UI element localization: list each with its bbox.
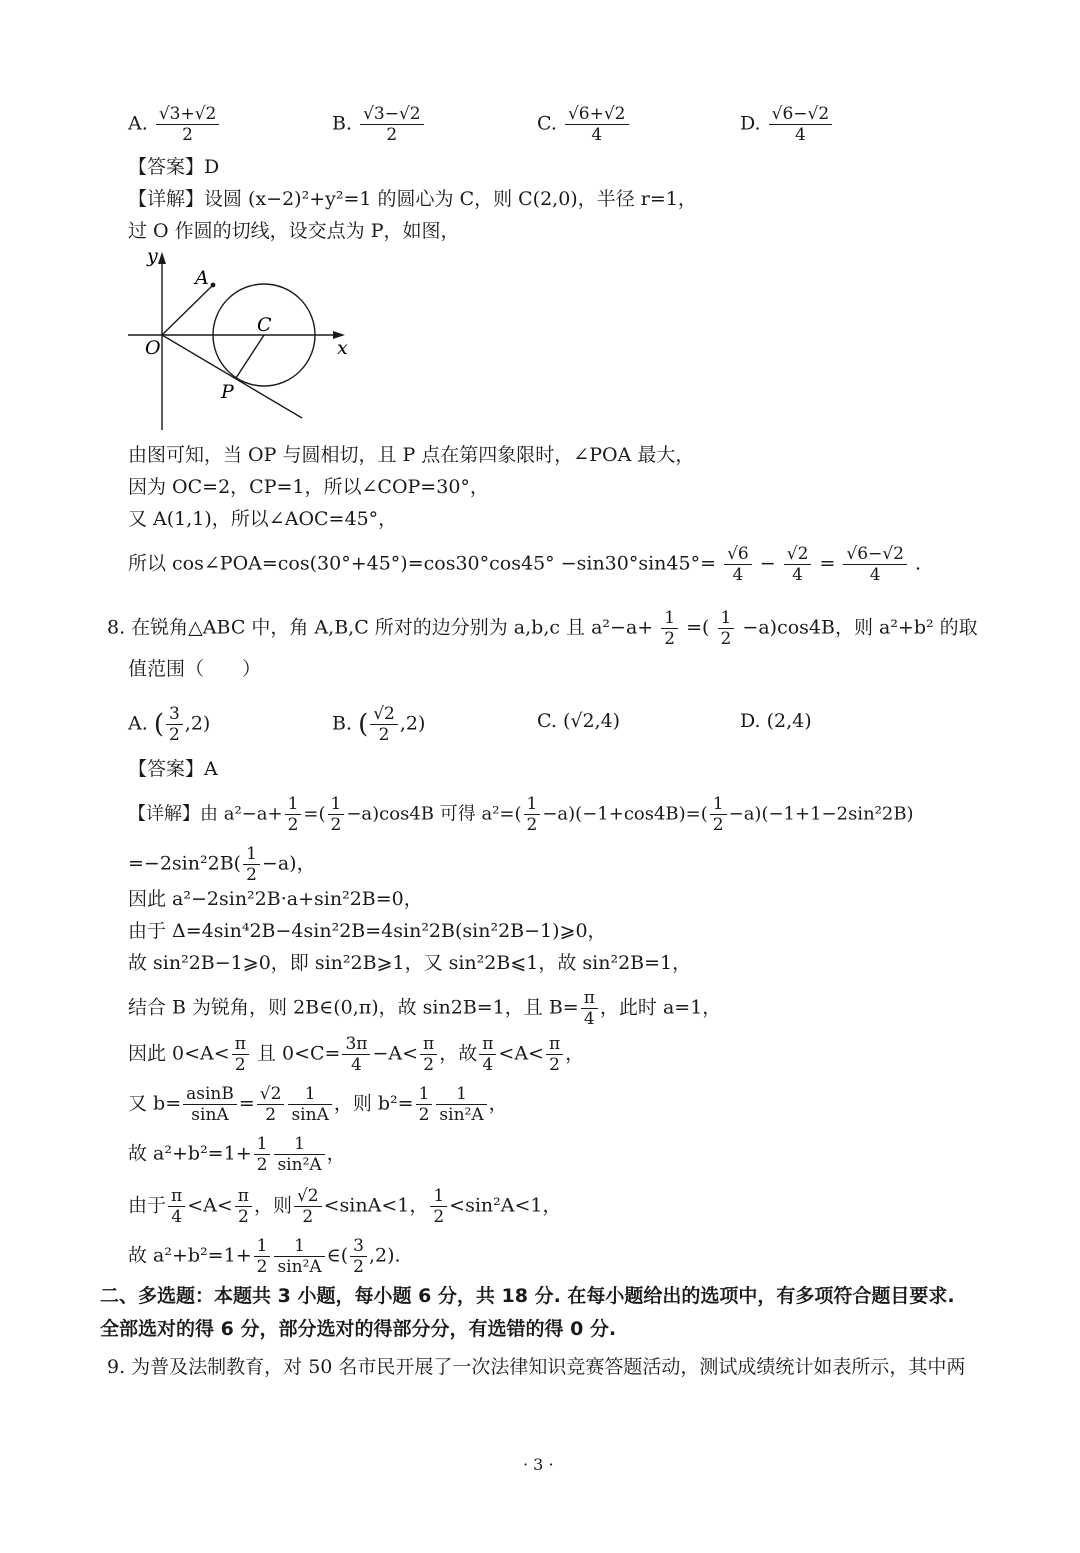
label-y: y — [147, 248, 158, 267]
q7-detail-line-5: 又 A(1,1)，所以∠AOC=45°， — [128, 508, 398, 530]
label-o: O — [145, 337, 161, 359]
q8-detail-line-8: 又 b= $\frac{asinB}{\sin A}$ = $\frac{√2}{2}$ $\frac{1}{\sin A}$ ，则 b²= $\frac{1}{2}$ $\frac{1}{\text{sin²A}}$ ， — [128, 1084, 508, 1125]
y-axis-arrow — [158, 252, 166, 264]
label-c: C — [257, 314, 272, 336]
q8-detail-line-3: 因此 a²−2sin²2B·a+sin²2B=0， — [128, 888, 423, 910]
q7-option-d: D. $\frac{√6-√2}{4}$ — [740, 104, 834, 145]
q7-detail-line-2: 过 O 作圆的切线，设交点为 P，如图， — [128, 220, 460, 242]
q8-answer: 【答案】A — [128, 758, 218, 780]
q8-detail-line-2: =−2sin²2B( $\frac{1}{2}$ −a)， — [128, 844, 316, 885]
q8-stem-line-2: 值范围（ ） — [128, 658, 262, 680]
segment-cp — [236, 335, 264, 378]
q7-detail-line-6: 所以 cos∠POA=cos(30°+45°)=cos30°cos45° −sin30°sin45°= $\frac{√6}{4}$ − $\frac{√2}{4}$ = $\frac{√6-√2}{4}$ . — [128, 544, 922, 585]
q8-option-a: A. ( $\frac{3}{2}$ ,2) — [128, 704, 211, 745]
q7-option-b: B. $\frac{√3-√2}{2}$ — [332, 104, 426, 145]
q8-detail-line-4: 由于 Δ=4sin⁴2B−4sin²2B=4sin²2B(sin²2B−1)⩾0， — [128, 920, 607, 942]
q8-stem-line-1: 8. 在锐角△ABC 中，角 A,B,C 所对的边分别为 a,b,c 且 a²−a+ $\frac{1}{2}$ =( $\frac{1}{2}$ −a)cos4B，则 a²+b² 的取 — [107, 608, 978, 649]
q8-detail-line-1: 【详解】由 a²−a+ $\frac{1}{2}$ =( $\frac{1}{2}$ −a)cos4B 可得 a²=( $\frac{1}{2}$ −a)(−1+cos4B)=( $\frac{1}{2}$ −a)(−1+1−2sin²2B) — [128, 794, 914, 835]
q8-option-d: D. (2,4) — [740, 710, 812, 732]
q7-option-c: C. $\frac{√6+√2}{4}$ — [537, 104, 631, 145]
q8-detail-line-5: 故 sin²2B−1⩾0，即 sin²2B⩾1，又 sin²2B⩽1，故 sin²2B=1， — [128, 952, 692, 974]
q7-detail-line-3: 由图可知，当 OP 与圆相切，且 P 点在第四象限时，∠POA 最大， — [128, 444, 695, 466]
q7-answer: 【答案】D — [128, 156, 220, 178]
q8-detail-line-6: 结合 B 为锐角，则 2B∈(0,π)，故 sin2B=1，且 B= $\frac{\pi}{4}$ ，此时 a=1， — [128, 988, 722, 1029]
q8-option-c: C. (√2,4) — [537, 710, 621, 732]
section-2-heading-line-1: 二、多选题：本题共 3 小题，每小题 6 分，共 18 分. 在每小题给出的选项中，有多项符合题目要求. — [100, 1285, 955, 1307]
section-2-heading-line-2: 全部选对的得 6 分，部分选对的得部分分，有选错的得 0 分. — [100, 1318, 617, 1340]
page-number: · 3 · — [523, 1455, 554, 1474]
label-a: A — [195, 267, 209, 289]
label-p: P — [221, 381, 234, 403]
label-x: x — [337, 337, 348, 359]
q8-detail-line-7: 因此 0<A< $\frac{\pi}{2}$ 且 0<C= $\frac{3\pi}{4}$ −A< $\frac{\pi}{2}$ ，故 $\frac{\pi}{4}$ <A< $\frac{\pi}{2}$ ， — [128, 1034, 585, 1075]
q7-option-a: A. $\frac{√3+√2}{2}$ — [128, 104, 221, 145]
q8-detail-line-9: 故 a²+b²=1+ $\frac{1}{2}$ $\frac{1}{\text{sin²A}}$ ， — [128, 1134, 346, 1175]
q8-option-b: B. ( $\frac{√2}{2}$ ,2) — [332, 704, 426, 745]
point-a — [211, 283, 216, 288]
q9-stem: 9. 为普及法制教育，对 50 名市民开展了一次法律知识竞赛答题活动，测试成绩统计如表所示，其中两 — [107, 1356, 966, 1378]
q7-detail-line-1: 【详解】设圆 (x−2)²+y²=1 的圆心为 C，则 C(2,0)，半径 r=1， — [128, 188, 697, 210]
q7-detail-line-4: 因为 OC=2，CP=1，所以∠COP=30°， — [128, 476, 489, 498]
q7-circle-tangent-figure — [125, 248, 355, 433]
q8-detail-line-11: 故 a²+b²=1+ $\frac{1}{2}$ $\frac{1}{\text{sin²A}}$ ∈( $\frac{3}{2}$ ,2). — [128, 1236, 401, 1277]
tangent-line-op — [162, 335, 302, 418]
q8-detail-line-10: 由于 $\frac{\pi}{4}$ <A< $\frac{\pi}{2}$ ，则 $\frac{√2}{2}$ <sinA<1， $\frac{1}{2}$ <sin²A<1， — [128, 1186, 562, 1227]
segment-oa — [162, 285, 213, 335]
